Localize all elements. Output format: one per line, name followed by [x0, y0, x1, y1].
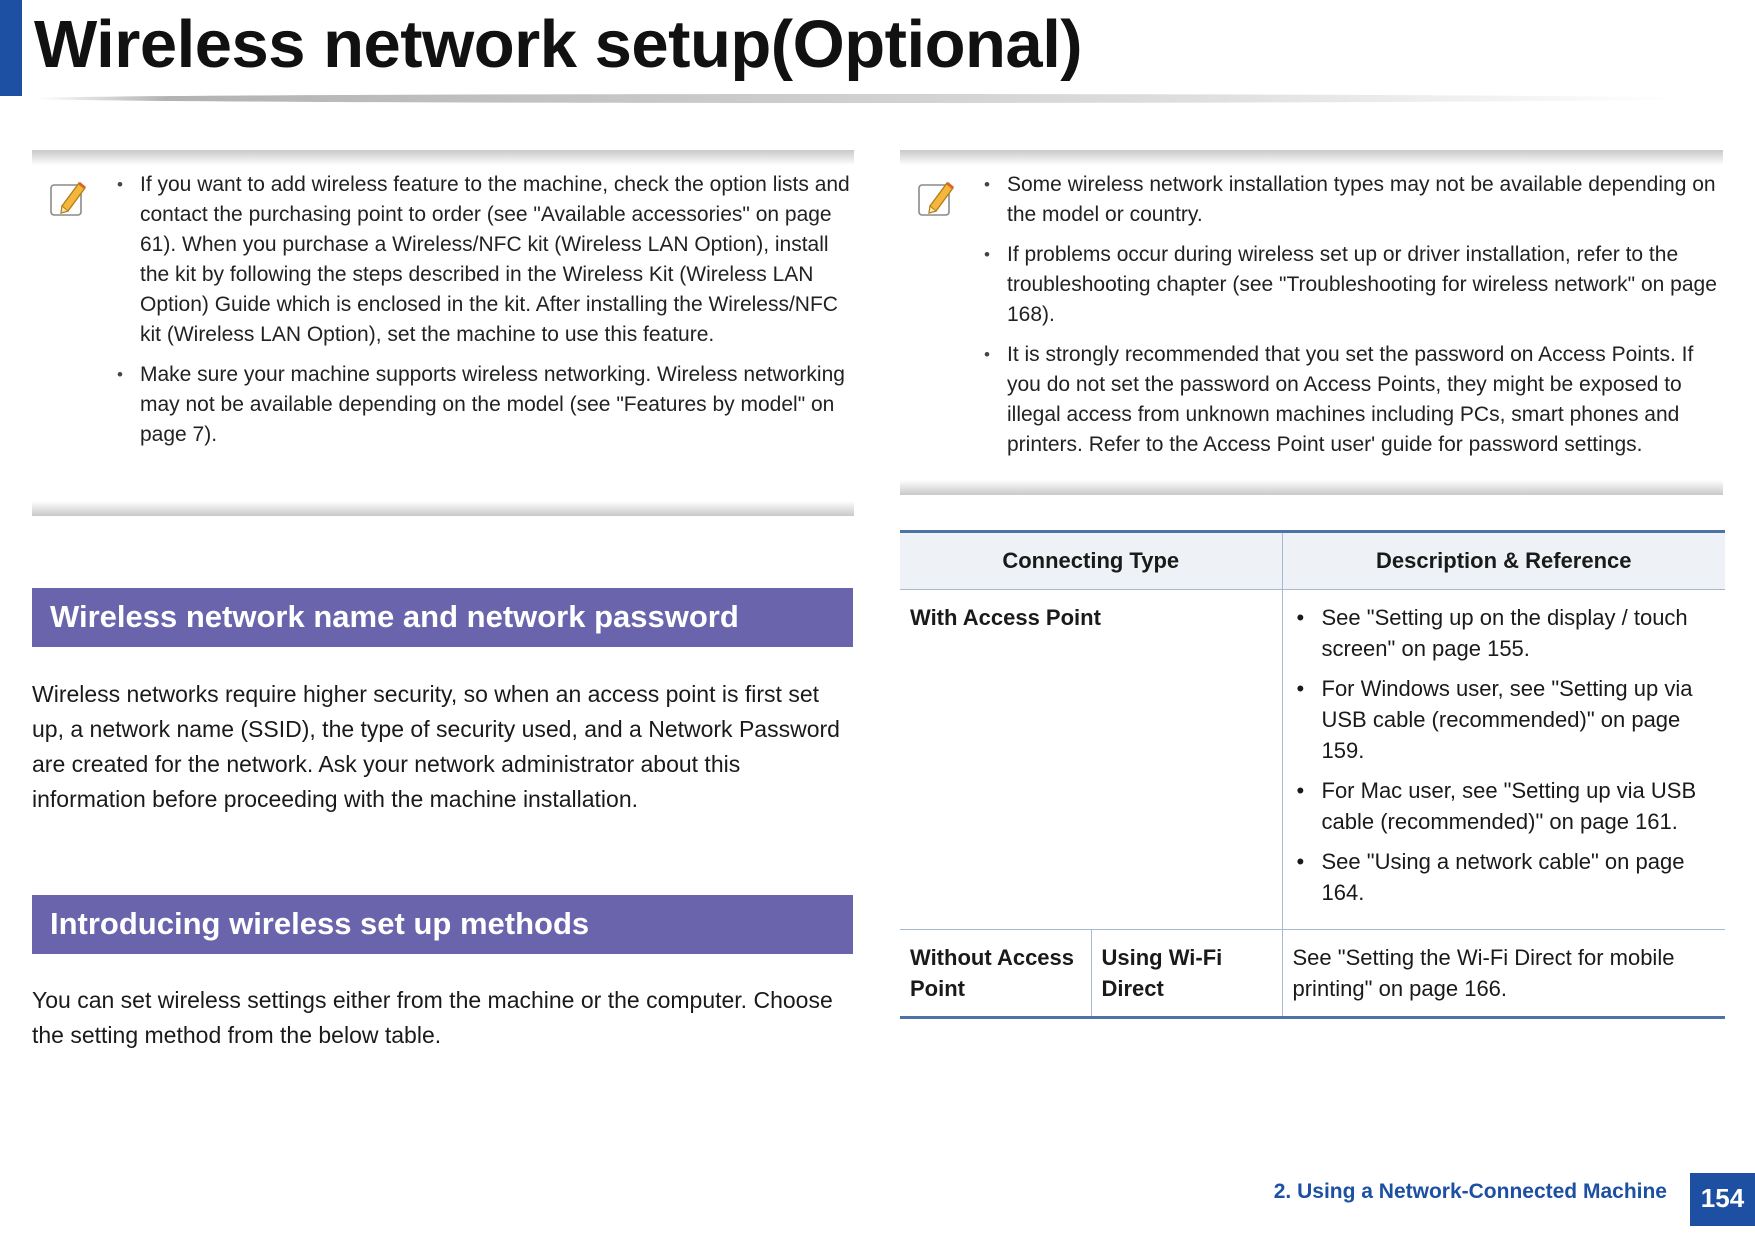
note-pencil-icon: [916, 176, 958, 220]
section-heading-network-name: Wireless network name and network password: [32, 588, 853, 647]
connecting-type-table: [900, 530, 1725, 1019]
table-cell-subtype: Using Wi-Fi Direct: [1091, 930, 1282, 1018]
table-cell-description: [1282, 590, 1725, 930]
note-list-right: [982, 170, 1724, 470]
note-rule-bottom: [900, 480, 1723, 495]
footer-chapter-title: 2. Using a Network-Connected Machine: [1273, 1180, 1667, 1203]
reference-list: [1293, 602, 1716, 908]
table-header-connecting-type: Connecting Type: [900, 532, 1282, 590]
list-item: • See "Setting up on the display / touch screen" on page 155.: [1293, 602, 1716, 664]
table-cell-type: With Access Point: [900, 590, 1282, 930]
list-item: • If problems occur during wireless set up or driver installation, refer to the troubleshooting chapter (see "Troubleshooting for wireless network" on page 168).: [982, 240, 1724, 330]
table-cell-description: See "Setting the Wi-Fi Direct for mobile printing" on page 166.: [1282, 930, 1725, 1018]
table-row: [900, 930, 1725, 1018]
list-item: • Make sure your machine supports wireless networking. Wireless networking may not be available depending on the model (see "Features by model" on page 7).: [115, 360, 855, 450]
list-item: • Some wireless network installation types may not be available depending on the model or country.: [982, 170, 1724, 230]
table-cell-type: Without Access Point: [900, 930, 1091, 1018]
note-rule-bottom: [32, 501, 854, 516]
note-rule-top: [32, 150, 854, 165]
note-box-left: [32, 150, 854, 516]
note-list-left: [115, 170, 855, 460]
title-underline: [34, 94, 1684, 103]
section-heading-setup-methods: Introducing wireless set up methods: [32, 895, 853, 954]
title-accent-bar: [0, 0, 22, 96]
list-item: • See "Using a network cable" on page 164.: [1293, 846, 1716, 908]
note-rule-top: [900, 150, 1723, 165]
table-row: [900, 590, 1725, 930]
list-item: • If you want to add wireless feature to the machine, check the option lists and contact the purchasing point to order (see "Available accessories" on page 61). When you purchase a Wireless/NFC kit (Wireless LAN Option), install the kit by following the steps described in the Wireless Kit (Wireless LAN Option) Guide which is enclosed in the kit. After installing the Wireless/NFC kit (Wireless LAN Option), set the machine to use this feature.: [115, 170, 855, 350]
page-title: Wireless network setup(Optional): [34, 7, 1083, 82]
section-body-setup-methods: You can set wireless settings either from the machine or the computer. Choose the setting method from the below table.: [32, 987, 833, 1048]
note-box-right: [900, 150, 1723, 495]
list-item: • For Windows user, see "Setting up via USB cable (recommended)" on page 159.: [1293, 673, 1716, 766]
section-body-network-name: Wireless networks require higher security, so when an access point is first set up, a network name (SSID), the type of security used, and a Network Password are created for the network. Ask your network administrator about this information before proceeding with the machine installation.: [32, 681, 840, 812]
table-header-description: Description & Reference: [1282, 532, 1725, 590]
page-number: 154: [1690, 1173, 1755, 1226]
list-item: • For Mac user, see "Setting up via USB cable (recommended)" on page 161.: [1293, 775, 1716, 837]
note-pencil-icon: [48, 176, 90, 220]
list-item: • It is strongly recommended that you set the password on Access Points. If you do not set the password on Access Points, they might be exposed to illegal access from unknown machines including PCs, smart phones and printers. Refer to the Access Point user' guide for password settings.: [982, 340, 1724, 460]
